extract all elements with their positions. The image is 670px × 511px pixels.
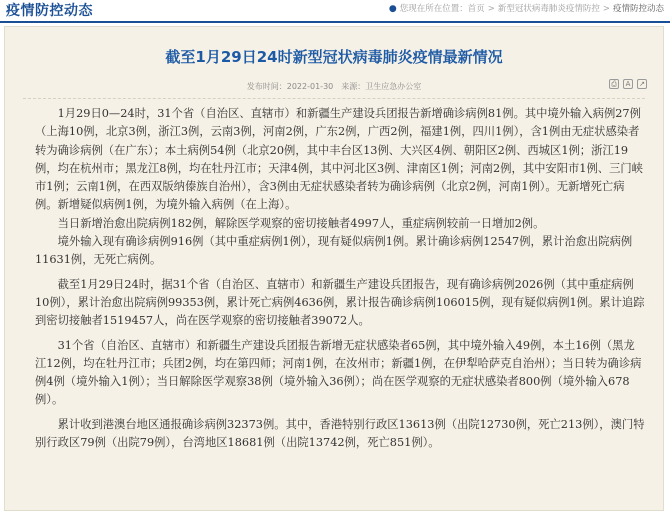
paragraph: 当日新增治愈出院病例182例，解除医学观察的密切接触者4997人，重症病例较前一日增加2例。 <box>57 216 545 230</box>
source-value: 卫生应急办公室 <box>365 82 422 91</box>
paragraph: 境外输入现有确诊病例916例（其中重症病例1例），现有疑似病例1例。累计确诊病例12547例，累计治愈出院病例11631例，无死亡病例。 <box>35 235 633 267</box>
section-header <box>0 0 670 22</box>
header-divider <box>0 21 670 23</box>
print-icon[interactable]: ⎙ <box>609 79 619 89</box>
breadcrumb-home-link[interactable]: 首页 <box>467 4 485 14</box>
paragraph: 31个省（自治区、直辖市）和新疆生产建设兵团报告新增无症状感染者65例，其中境外输入49例，本土16例（黑龙江12例，均在牡丹江市；兵团2例，均在第四师；河南1例，在汝州市；新疆1例，在伊犁哈萨克自治州）；当日转为确诊病例4例（境外输入1例）；当日解除医学观察38例（境外输入36例）；尚在医学观察的无症状感染者800例（境外输入678例）。 <box>35 338 642 407</box>
paragraph: 1月29日0—24时，31个省（自治区、直辖市）和新疆生产建设兵团报告新增确诊病例81例。其中境外输入病例27例（上海10例，北京3例，浙江3例，云南3例，河南2例，广东2例，广西2例，福建1例，四川1例），含1例由无症状感染者转为确诊病例（在广东）；本土病例54例（北京20例，其中丰台区13例、大兴区4例、朝阳区2例、西城区1例；浙江19例，均在杭州市；黑龙江8例，均在牡丹江市；天津4例，其中河北区3例、津南区1例；河南2例，其中安阳市1例、三门峡市1例；云南1例，在西双版纳傣族自治州），含3例由无症状感染者转为确诊病例（北京2例，河南1例）。无新增死亡病例。新增疑似病例1例，为境外输入病例（在上海）。 <box>35 107 643 212</box>
breadcrumb-separator: > <box>602 4 610 14</box>
paragraph: 截至1月29日24时，据31个省（自治区、直辖市）和新疆生产建设兵团报告，现有确诊病例2026例（其中重症病例10例），累计治愈出院病例99353例，累计死亡病例4636例，累计报告确诊病例106015例，现有疑似病例1例。累计追踪到密切接触者1519457人，尚在医学观察的密切接触者39072人。 <box>35 277 645 328</box>
paragraph: 累计收到港澳台地区通报确诊病例32373例。其中，香港特别行政区13613例（出院12730例，死亡213例），澳门特别行政区79例（出院79例），台湾地区18681例（出院13742例，死亡851例）。 <box>35 417 645 450</box>
article-meta <box>5 81 663 93</box>
breadcrumb <box>389 3 664 15</box>
article-panel <box>4 26 664 511</box>
breadcrumb-parent-link[interactable]: 新型冠状病毒肺炎疫情防控 <box>497 4 600 14</box>
share-icon[interactable]: ↗ <box>637 79 647 89</box>
font-size-icon[interactable]: A <box>623 79 633 89</box>
section-title: 疫情防控动态 <box>6 3 93 19</box>
article-body <box>35 105 645 452</box>
source-label: 来源： <box>341 82 366 91</box>
location-pin-icon: ● <box>388 4 397 14</box>
publish-date: 2022-01-30 <box>286 82 334 91</box>
date-label: 发布时间： <box>246 82 287 91</box>
article-title: 截至1月29日24时新型冠状病毒肺炎疫情最新情况 <box>165 48 503 66</box>
meta-divider <box>23 98 645 99</box>
breadcrumb-current: 疫情防控动态 <box>612 4 664 14</box>
breadcrumb-prefix: 您现在所在位置： <box>399 4 468 14</box>
article-tools <box>609 79 647 89</box>
breadcrumb-separator: > <box>487 4 495 14</box>
